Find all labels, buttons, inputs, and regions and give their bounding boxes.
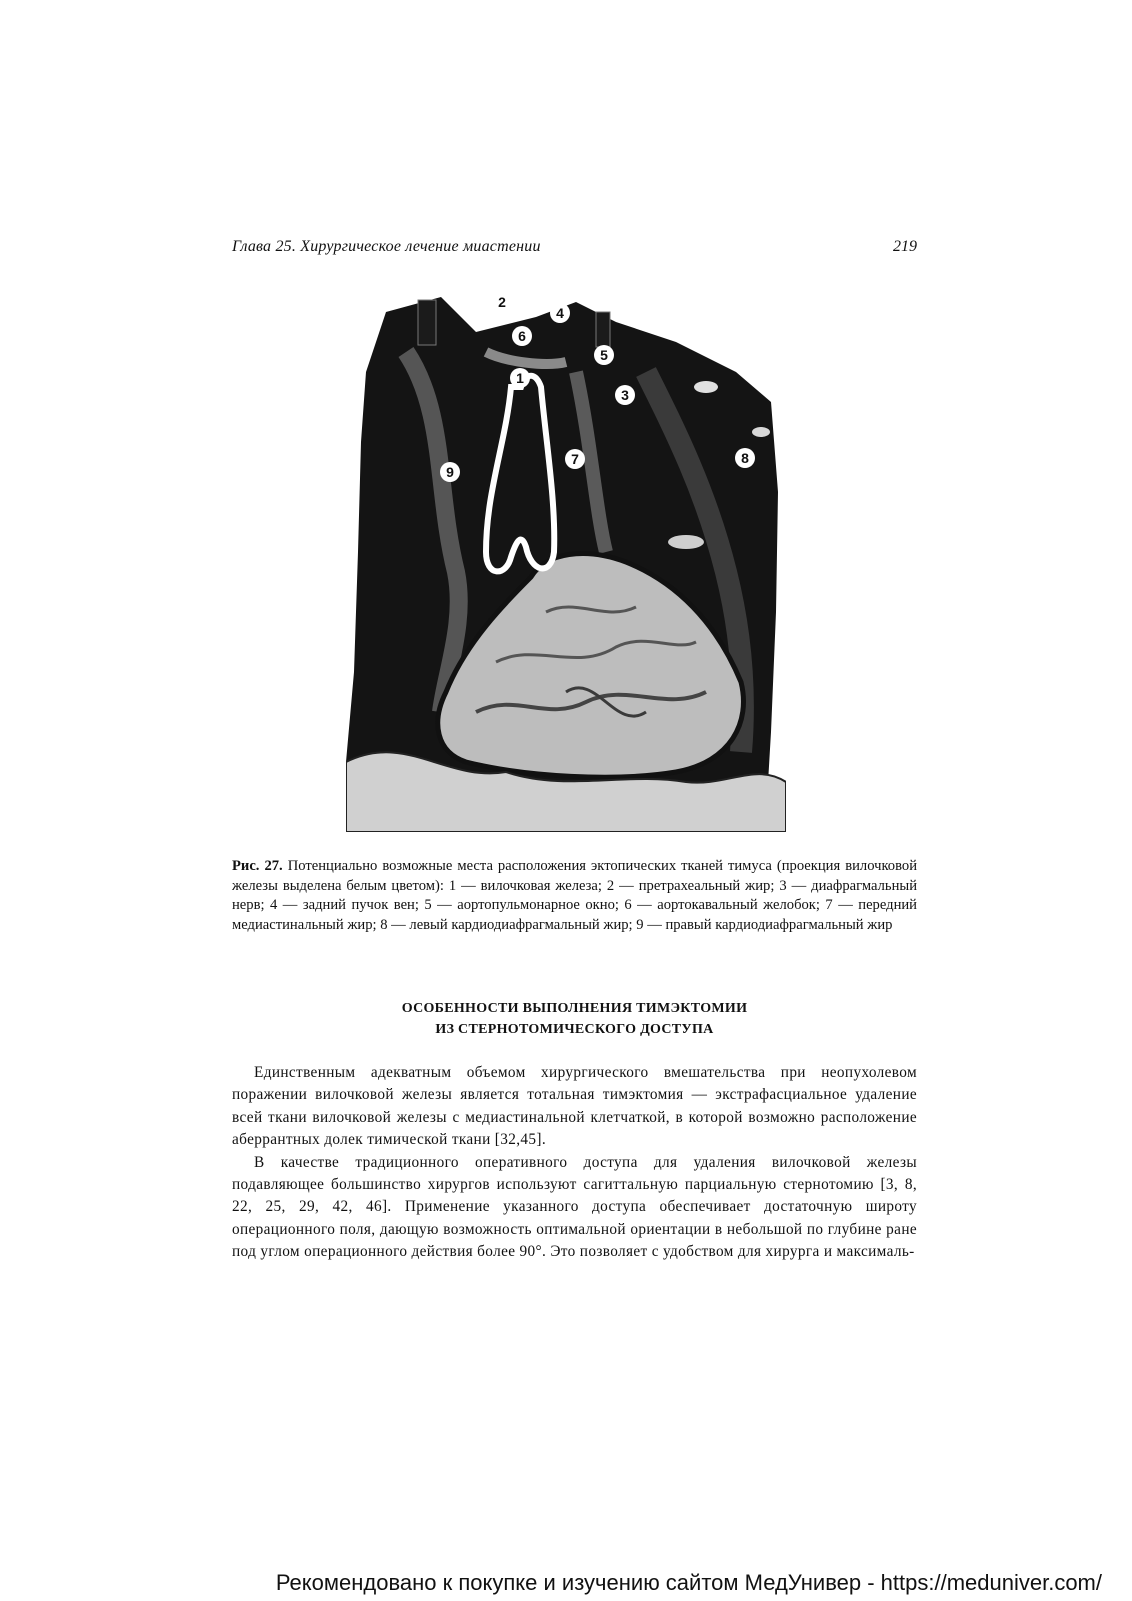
- footer-text: Рекомендовано к покупке и изучению сайтом МедУнивер - https://meduniver.com/: [275, 1570, 1102, 1595]
- svg-text:3: 3: [621, 387, 629, 403]
- page-number: 219: [893, 238, 917, 255]
- running-head: [232, 238, 917, 262]
- paragraph-2: В качестве традиционного оперативного доступа для удаления вилочковой железы подавляющее большинство хирургов используют сагиттальную парциальную стернотомию [3, 8, 22, 25, 29, 42, 46]. Применение указанного доступа обеспечивает достаточную широту операционного поля, дающую возможность оптимальной ориентации в небольшой по глубине ране под углом операционного действия более 90°. Это позволяет с удобством для хирурга и максималь-: [232, 1153, 917, 1261]
- chapter-title: Глава 25. Хирургическое лечение миастении: [232, 238, 541, 255]
- paragraph-1: Единственным адекватным объемом хирургического вмешательства при неопухолевом поражении вилочковой железы является тотальная тимэктомия — экстрафасциальное удаление всей ткани вилочковой железы с медиастинальной клетчаткой, в которой возможно расположение аберрантных долек тимической ткани [32,45].: [232, 1064, 917, 1149]
- body-text: [232, 1062, 917, 1264]
- svg-text:8: 8: [741, 450, 749, 466]
- marker-5: [594, 345, 614, 365]
- svg-text:5: 5: [600, 347, 608, 363]
- caption-label: Рис. 27.: [232, 858, 283, 874]
- marker-8: [735, 448, 755, 468]
- svg-text:4: 4: [556, 305, 564, 321]
- marker-3: [615, 385, 635, 405]
- marker-9: [440, 462, 460, 482]
- svg-text:2: 2: [498, 294, 506, 310]
- marker-6: [512, 326, 532, 346]
- svg-text:7: 7: [571, 451, 579, 467]
- svg-text:9: 9: [446, 464, 454, 480]
- marker-2: [492, 292, 512, 312]
- figure-caption: [232, 857, 917, 935]
- section-heading-line-1: ОСОБЕННОСТИ ВЫПОЛНЕНИЯ ТИМЭКТОМИИ: [401, 1001, 748, 1016]
- marker-4: [550, 303, 570, 323]
- caption-text: Потенциально возможные места расположения эктопических тканей тимуса (проекция вилочковой железы выделена белым цветом): 1 — вилочковая железа; 2 — претрахеальный жир; 3 — диафрагмальный нерв; 4 — задний пучок вен; 5 — аортопульмонарное окно; 6 — аортокавальный желобок; 7 — передний медиастинальный жир; 8 — левый кардиодиафрагмальный жир; 9 — правый кардиодиафрагмальный жир: [232, 858, 918, 933]
- footer-watermark: [0, 1570, 1132, 1598]
- marker-1: [510, 368, 530, 388]
- svg-text:6: 6: [518, 328, 526, 344]
- section-heading: [232, 998, 917, 1040]
- figure-mediastinum: [346, 292, 786, 832]
- marker-7: [565, 449, 585, 469]
- svg-text:1: 1: [516, 370, 524, 386]
- mediastinum-illustration: [346, 292, 786, 832]
- section-heading-line-2: ИЗ СТЕРНОТОМИЧЕСКОГО ДОСТУПА: [435, 1022, 714, 1037]
